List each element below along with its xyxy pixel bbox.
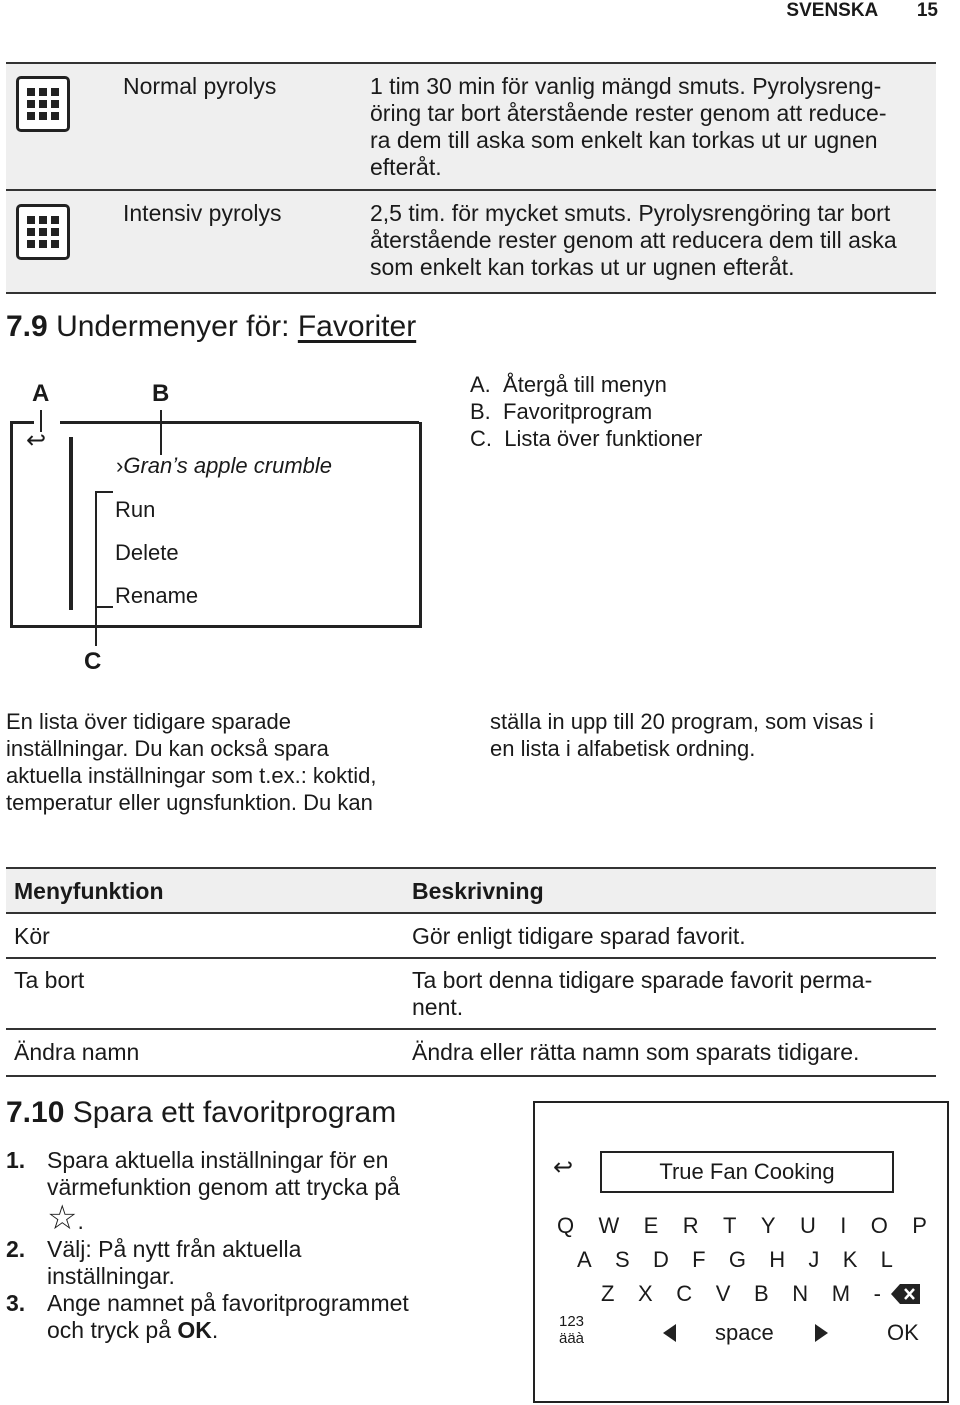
keyboard-screen (533, 1101, 949, 1403)
section-heading: 7.9 Undermenyer för: Favoriter (6, 310, 417, 343)
pyrolysis-name: Normal pyrolys (123, 73, 277, 99)
key[interactable]: S (614, 1247, 630, 1272)
column-header: Menyfunktion (14, 878, 164, 904)
keyboard-row (601, 1281, 881, 1307)
paragraph-right: ställa in upp till 20 program, som visas i en lista i alfabetisk ordning. (490, 709, 874, 761)
pyrolysis-grid-icon (16, 76, 70, 132)
table-row: Ändra namn Ändra eller rätta namn som sparats tidigare. (6, 1029, 936, 1076)
key[interactable]: F (692, 1247, 706, 1272)
cursor-right-icon[interactable] (815, 1324, 828, 1342)
label-c: C (84, 648, 102, 675)
step-item: 1. Spara aktuella inställningar för en värmefunktion genom att trycka på ☆. (6, 1147, 400, 1237)
cursor-left-icon[interactable] (663, 1324, 676, 1342)
table-row: Ta bort Ta bort denna tidigare sparade favorit perma- nent. (6, 958, 936, 1029)
table-row: Kör Gör enligt tidigare sparad favorit. (6, 913, 936, 958)
pyrolysis-grid-icon (16, 204, 70, 260)
page-number: 15 (916, 0, 938, 21)
row-divider (6, 189, 936, 191)
step-item: 3. Ange namnet på favoritprogrammet och tryck på OK. (6, 1290, 409, 1343)
page-header (752, 0, 938, 22)
menu-item-rename[interactable]: Rename (115, 583, 199, 608)
section-heading: 7.10 Spara ett favoritprogram (6, 1096, 397, 1129)
key[interactable]: I (840, 1213, 847, 1238)
key[interactable]: M (831, 1281, 851, 1306)
chevron-right-icon: › (116, 453, 124, 478)
bracket-line (95, 491, 113, 493)
screen-edge (10, 421, 34, 424)
pyrolysis-description: 1 tim 30 min för vanlig mängd smuts. Pyrolysreng- öring tar bort återstående rester genom att reduce- ra dem till aska som enkelt kan torkas ut ur ugnen efteråt. (370, 73, 887, 180)
pyrolysis-description: 2,5 tim. för mycket smuts. Pyrolysrengöring tar bort återstående rester genom att reducera dem till aska som enkelt kan torkas ut ur ugnen efteråt. (370, 200, 897, 280)
key[interactable]: - (873, 1281, 881, 1306)
key[interactable]: N (792, 1281, 809, 1306)
keyboard-row (577, 1247, 893, 1273)
key[interactable]: G (728, 1247, 746, 1272)
key[interactable]: Z (601, 1281, 615, 1306)
star-icon: ☆ (47, 1199, 78, 1237)
pyrolysis-name: Intensiv pyrolys (123, 200, 282, 226)
favorite-program[interactable]: ›Gran’s apple crumble (116, 453, 333, 478)
space-key[interactable]: space (715, 1320, 774, 1345)
bracket-line (95, 491, 97, 646)
key[interactable]: O (870, 1213, 888, 1238)
key[interactable]: L (880, 1247, 893, 1272)
step-item: 2. Välj: På nytt från aktuella inställningar. (6, 1236, 302, 1289)
favorites-link[interactable]: Favoriter (297, 310, 417, 343)
scrollbar[interactable] (69, 437, 73, 610)
steps-list (6, 1147, 436, 1344)
key[interactable]: E (643, 1213, 659, 1238)
backspace-icon[interactable] (891, 1283, 913, 1303)
key[interactable]: V (715, 1281, 731, 1306)
pyrolysis-table (6, 62, 936, 294)
key[interactable]: K (842, 1247, 858, 1272)
key[interactable]: R (682, 1213, 699, 1238)
key[interactable]: D (652, 1247, 669, 1272)
screen-edge (60, 421, 419, 424)
key[interactable]: X (638, 1281, 653, 1306)
key[interactable]: U (799, 1213, 816, 1238)
menu-function-table (6, 867, 936, 1077)
column-header: Beskrivning (412, 878, 544, 904)
name-input[interactable]: True Fan Cooking (600, 1151, 894, 1193)
key[interactable]: Q (557, 1213, 575, 1238)
language-label: SVENSKA (786, 0, 878, 21)
key[interactable]: B (754, 1281, 769, 1306)
label-a: A (32, 380, 50, 407)
key[interactable]: J (808, 1247, 820, 1272)
menu-item-run[interactable]: Run (115, 497, 156, 522)
keyboard-row (557, 1213, 927, 1239)
paragraph-left: En lista över tidigare sparade inställningar. Du kan också spara aktuella inställningar som t.ex.: koktid, temperatur eller ugnsfunktion. Du kan (6, 709, 377, 815)
menu-item-delete[interactable]: Delete (115, 540, 179, 565)
key[interactable]: C (676, 1281, 693, 1306)
back-arrow-icon[interactable]: ↩ (26, 427, 47, 454)
key[interactable]: W (598, 1213, 620, 1238)
mode-toggle[interactable]: 123 ääà (559, 1313, 585, 1347)
key[interactable]: A (577, 1247, 592, 1272)
bracket-line (95, 606, 113, 608)
legend: A. Återgå till menyn B. Favoritprogram C. Lista över funktioner (470, 372, 703, 451)
key[interactable]: T (723, 1213, 737, 1238)
ok-key[interactable]: OK (887, 1320, 919, 1345)
label-b: B (152, 380, 170, 407)
key[interactable]: P (912, 1213, 927, 1238)
key[interactable]: Y (760, 1213, 776, 1238)
back-arrow-icon[interactable]: ↩ (553, 1154, 574, 1181)
key[interactable]: H (769, 1247, 786, 1272)
